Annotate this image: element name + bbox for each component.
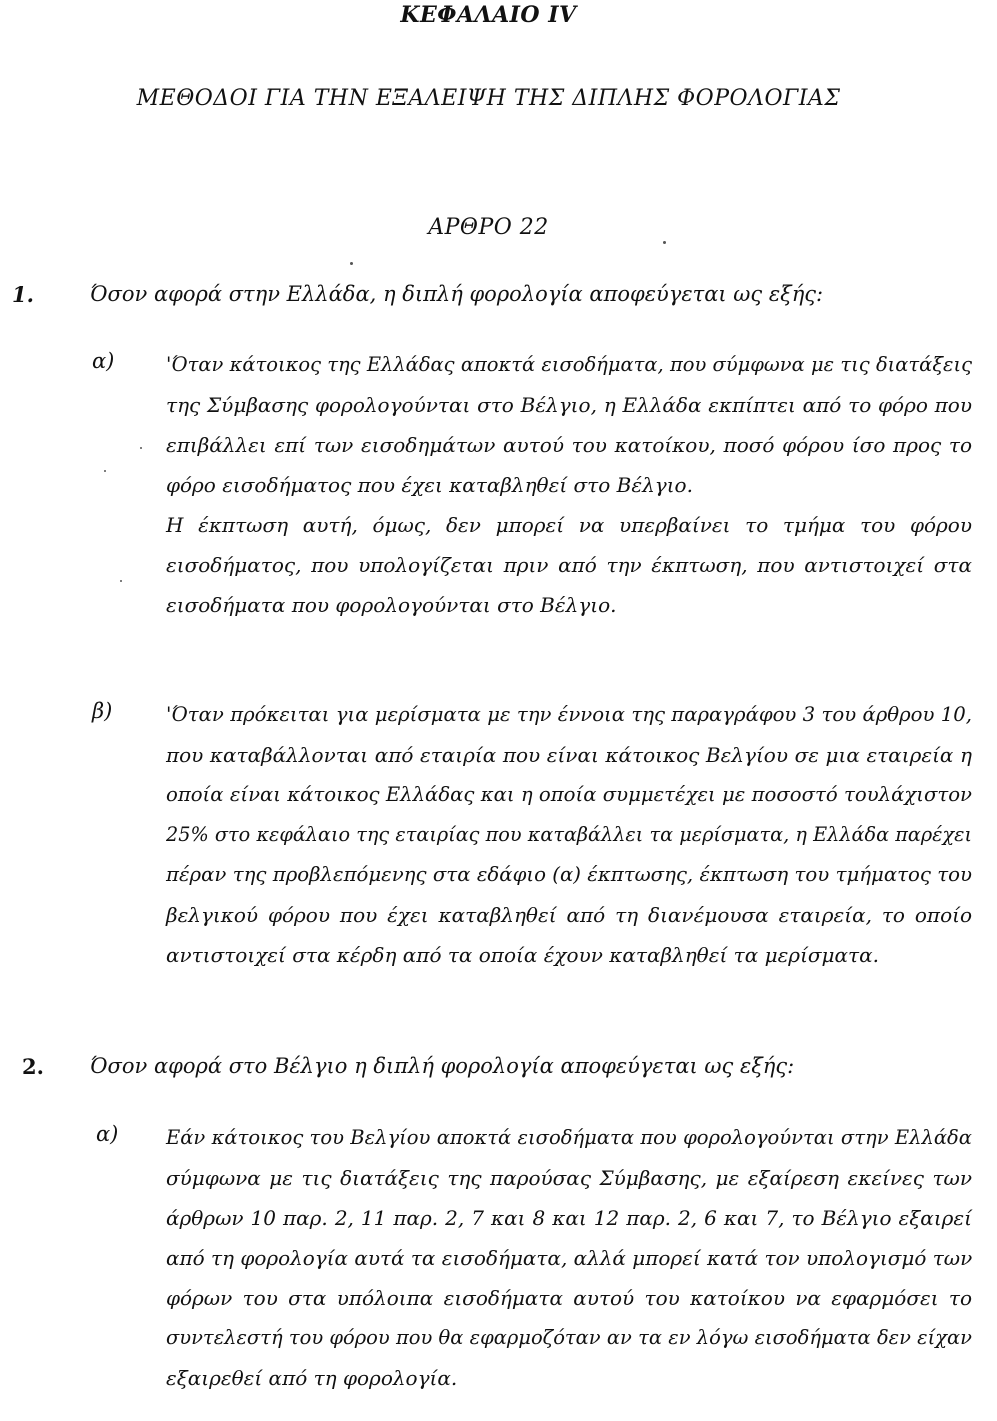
text-line: άρθρων 10 παρ. 2, 11 παρ. 2, 7 και 8 και 12 παρ. 2, 6 και 7, το Βέλγιο εξαιρεί [166,1206,972,1230]
paragraph-1-item-b-text [166,695,972,975]
scan-speck [104,470,106,472]
article-title: ΑΡΘΡΟ 22 [428,215,549,240]
section-title: ΜΕΘΟΔΟΙ ΓΙΑ ΤΗΝ ΕΞΑΛΕΙΨΗ ΤΗΣ ΔΙΠΛΗΣ ΦΟΡΟΛΟΓΙΑΣ [136,86,841,111]
text-line: εισοδήματος, που υπολογίζεται πριν από την έκπτωση, που αντιστοιχεί στα [166,553,972,577]
text-line: συντελεστή του φόρου που θα εφαρμοζόταν αν τα εν λόγω εισοδήματα δεν είχαν [166,1326,972,1349]
text-line: φόρων του στα υπόλοιπα εισοδήματα αυτού του κατοίκου να εφαρμόσει το [166,1286,972,1310]
text-line: Η έκπτωση αυτή, όμως, δεν μπορεί να υπερβαίνει το τμήμα του φόρου [166,513,972,537]
scan-speck [140,447,142,449]
text-line: εξαιρεθεί από τη φορολογία. [166,1366,458,1390]
paragraph-2-item-a-text [166,1118,972,1398]
paragraph-1-intro: Όσον αφορά στην Ελλάδα, η διπλή φορολογία αποφεύγεται ως εξής: [90,282,824,306]
scan-speck [663,241,666,244]
scan-speck [350,262,353,265]
scan-speck [120,580,122,582]
text-line: 25% στο κεφάλαιο της εταιρίας που καταβάλλει τα μερίσματα, η Ελλάδα παρέχει [166,823,972,846]
text-line: οποία είναι κάτοικος Ελλάδας και η οποία συμμετέχει με ποσοστό τουλάχιστον [166,783,972,806]
paragraph-2-number: 2. [22,1054,44,1079]
text-line: βελγικού φόρου που έχει καταβληθεί από τη διανέμουσα εταιρεία, το οποίο [166,903,972,927]
text-line: από τη φορολογία αυτά τα εισοδήματα, αλλά μπορεί κατά τον υπολογισμό των [166,1246,973,1270]
text-line: 'Όταν κάτοικος της Ελλάδας αποκτά εισοδήματα, που σύμφωνα με τις διατάξεις [166,353,972,376]
paragraph-2-item-a-label: α) [96,1122,119,1146]
text-line: 'Όταν πρόκειται για μερίσματα με την έννοια της παραγράφου 3 του άρθρου 10, [166,703,972,726]
text-line: πέραν της προβλεπόμενης στα εδάφιο (α) έκπτωσης, έκπτωση του τμήματος του [166,863,972,886]
text-line: της Σύμβασης φορολογούνται στο Βέλγιο, η Ελλάδα εκπίπτει από το φόρο που [166,393,972,417]
paragraph-1-number: 1. [12,282,34,307]
text-line: σύμφωνα με τις διατάξεις της παρούσας Σύμβασης, με εξαίρεση εκείνες των [166,1166,972,1190]
text-line: εισοδήματα που φορολογούνται στο Βέλγιο. [166,593,617,617]
paragraph-2-intro: Όσον αφορά στο Βέλγιο η διπλή φορολογία αποφεύγεται ως εξής: [90,1054,795,1078]
text-line: επιβάλλει επί των εισοδημάτων αυτού του κατοίκου, ποσό φόρου ίσο προς το [166,433,972,457]
text-line: που καταβάλλονται από εταιρία που είναι κάτοικος Βελγίου σε μια εταιρεία η [166,743,972,767]
text-line: φόρο εισοδήματος που έχει καταβληθεί στο Βέλγιο. [166,473,693,497]
paragraph-1-item-a-label: α) [92,349,115,373]
chapter-title: ΚΕΦΑΛΑΙΟ IV [400,2,577,28]
paragraph-1-item-b-label: β) [92,699,113,723]
text-line: Εάν κάτοικος του Βελγίου αποκτά εισοδήματα που φορολογούνται στην Ελλάδα [166,1126,972,1149]
text-line: αντιστοιχεί στα κέρδη από τα οποία έχουν καταβληθεί τα μερίσματα. [166,943,879,967]
paragraph-1-item-a-text [166,345,972,625]
